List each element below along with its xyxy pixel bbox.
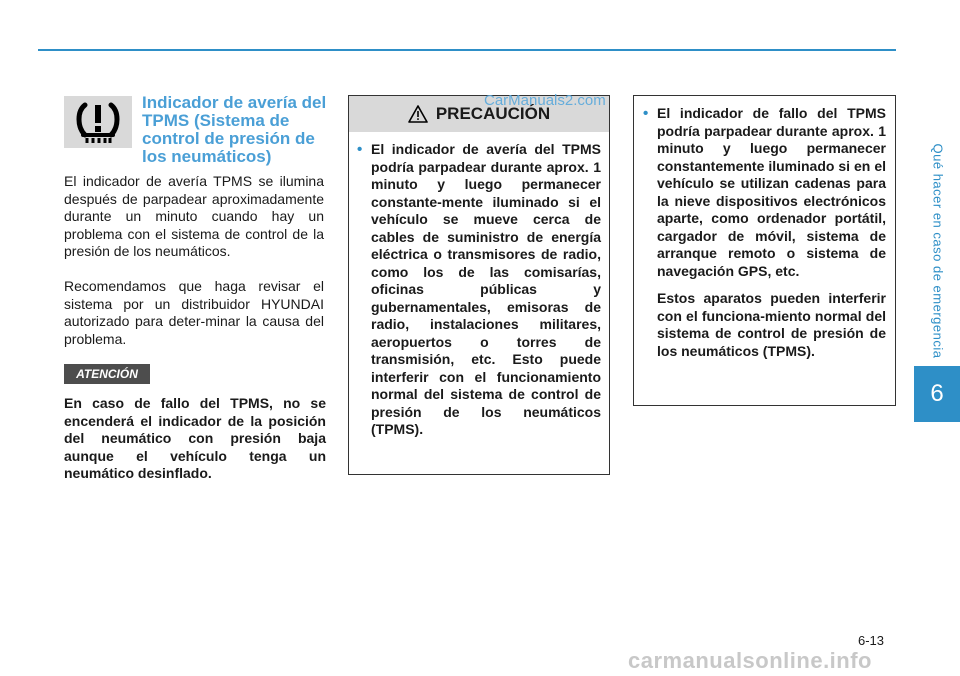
tpms-warning-icon [72,99,124,145]
attention-badge: ATENCIÓN [64,364,150,384]
precaution-bullet [357,141,601,439]
tpms-icon-box [64,96,132,148]
tpms-description-paragraph: El indicador de avería TPMS se ilumina después de parpadear aproximadamente durante un minuto cuando hay un problema con el sistema de control de la presión de los neumáticos. [64,173,324,259]
attention-text: En caso de fallo del TPMS, no se encenderá el indicador de la posición del neumático con presión baja aunque el vehículo tenga un neumático desinflado. [64,395,326,481]
precaution-bullet-text: El indicador de avería del TPMS podría parpadear durante aprox. 1 minuto y luego permanecer constante-mente iluminado si el vehículo se mueve cerca de cables de suministro de energía eléctrica o transmisores de radio, como los de las comisarías, oficinas públicas y gubernamentales, emisoras de radio, instalaciones militares, aeropuertos o torres de transmisión, etc. Esto puede interferir con el funcionamiento normal del sistema de control de presión de los neumáticos (TPMS). [371,141,601,437]
right-info-box [633,95,896,406]
chapter-tab: 6 [914,366,960,422]
warning-triangle-icon [408,105,428,123]
bullet-dot: • [357,141,363,158]
right-paragraph: Estos aparatos pueden interferir con el funciona-miento normal del sistema de control de presión de los neumáticos (TPMS). [657,290,886,359]
footer-watermark: carmanualsonline.info [628,648,872,673]
watermark: CarManuals2.com [484,92,606,109]
chapter-side-label-text: Qué hacer en caso de emergencia [930,143,946,358]
section-title: Indicador de avería del TPMS (Sistema de control de presión de los neumáticos) [142,93,327,166]
precaution-heading: PRECAUCIÓN [435,104,551,123]
recommendation-paragraph: Recomendamos que haga revisar el sistema por un distribuidor HYUNDAI autorizado para deter-minar la causa del problema. [64,278,324,347]
right-bullet [643,105,886,280]
chapter-side-label [930,143,946,358]
precaution-box [348,95,610,475]
bullet-dot: • [643,105,649,122]
page-number: 6-13 [858,633,885,648]
right-bullet-text: El indicador de fallo del TPMS podría parpadear durante aprox. 1 minuto y luego permanecer constantemente iluminado si en el vehículo se utilizan cadenas para la nieve dispositivos electrónicos aparte, como ordenador portátil, cargador de móvil, sistema de arranque remoto o sistema de navegación GPS, etc. [657,105,886,279]
top-divider [38,49,896,51]
